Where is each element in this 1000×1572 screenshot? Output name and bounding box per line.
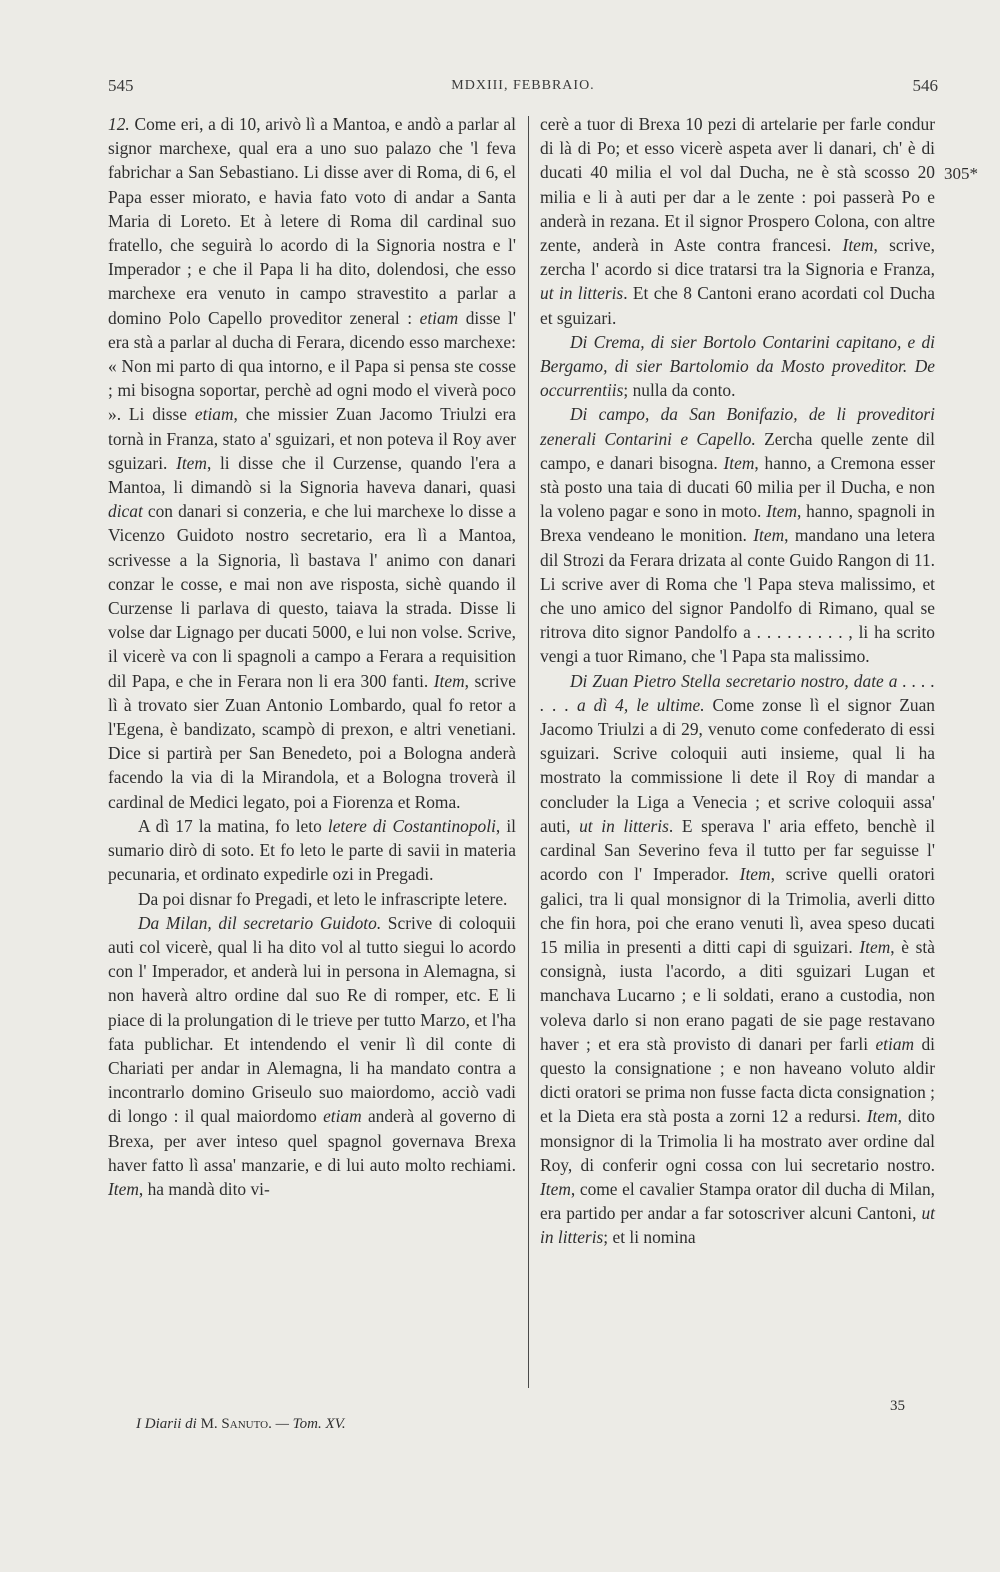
- paragraph: [108, 887, 516, 911]
- italic-text: Di campo, da San Bonifazio, de li proveditori zenerali Contarini e Capello.: [540, 404, 935, 449]
- paragraph: [108, 911, 516, 1201]
- text-run: , ha mandà dito vi-: [138, 1178, 270, 1199]
- italic-text: dicat: [108, 501, 143, 522]
- italic-text: Item: [540, 1178, 571, 1199]
- running-header: [108, 76, 938, 106]
- text-run: cerè a tuor di Brexa 10 pezi di artelarie per farle condur di là di Po; et esso vicerè aspeta aver li danari, ch' è di ducati 40 milia el vol dal Ducha, ne è stà scosso 20 milia e li à auti per dar a le zente : poi passerà Po e anderà in rezana. Et il signor Prospero Colona, con altre zente, anderà in Aste contra francesi.: [540, 114, 935, 256]
- text-run: Come eri, a di 10, arivò lì a Mantoa, e andò a parlar al signor marchexe, qual era a uno suo palazo che 'l feva fabrichar a San Sebastiano. Li disse aver di Roma, di 6, el Papa esser miorato, e havia fato voto di andar a Santa Maria di Loreto. Et à letere di Roma dil cardinal suo fratello, che seguirà lo acordo di la Signoria nostra e l' Imperador ; e che il Papa li ha dito, dolendosi, che esso marchexe era venuto in campo stravestito a parlar a domino Polo Capello proveditor zeneral :: [108, 114, 516, 328]
- text-run: Scrive di coloquii auti col vicerè, qual li ha dito vol al tutto siegui lo acordo con l' Imperador, et anderà lui in persona in Alemagna, si non haverà altro ordine dal suo Re di romper, etc. E li piace di la prolungation di le trieve per tutto Marzo, et l'ha fata publichar. Et intendendo el venir lì dil conte di Chariati per andar in Alemagna, li ha mandato contra a incontrarlo domino Griseulo suo maiordomo, acciò vadi di longo : il qual maiordomo: [108, 912, 516, 1127]
- text-run: Zercha quelle zente dil campo, e danari bisogna.: [540, 428, 935, 473]
- paragraph: [540, 669, 935, 1250]
- margin-folio-number: 305*: [944, 164, 978, 183]
- text-run: anderà al governo di Brexa, per aver inteso quel spagnol governava Brexa haver fatto lì assa' manzarie, e di lui auto molto rechiami.: [108, 1106, 516, 1175]
- text-run: , scrive quelli oratori galici, tra li qual monsignor di la Trimolia, averli ditto che fin hora, poi che erano venuti lì, avea speso ducati 15 milia in presenti a ditti capi di sguizari.: [540, 864, 936, 957]
- italic-text: ut in litteris: [540, 283, 624, 304]
- text-run: , scrive, zercha l' acordo si dice tratarsi tra la Signoria e Franza,: [540, 235, 935, 280]
- footer-prefix: I Diarii di: [136, 1416, 197, 1432]
- left-page-number: 545: [108, 76, 134, 95]
- italic-text: Item: [866, 1106, 898, 1127]
- text-run: , dito monsignor di la Trimolia li ha mostrato aver ordine dal Roy, di conferir ogni cossa con lui secretario nostro.: [540, 1106, 935, 1175]
- text-run: , scrive lì à trovato sier Zuan Antonio Lombardo, qual fo retor a l'Egena, è bandizato, scampò di prexon, e altri venetiani. Dice si partirà per San Benedeto, poi a Bologna anderà facendo la via di la Mirandola, et a Bologna troverà il cardinal de Medici legato, poi a Fiorenza et Roma.: [108, 670, 516, 812]
- italic-text: Item: [739, 864, 771, 885]
- text-run: , li disse che il Curzense, quando l'era a Mantoa, li dimandò si la Signoria haveva danari, quasi: [108, 452, 516, 498]
- column-rule: [528, 116, 529, 1388]
- italic-text: letere di Costantinopoli: [327, 815, 496, 836]
- paragraph: [540, 330, 935, 403]
- italic-text: Item: [753, 525, 785, 546]
- italic-text: Di Zuan Pietro Stella secretario nostro, date a . . . . . . . a dì 4, le ultime.: [540, 670, 935, 715]
- text-run: , il sumario dirò di soto. Et fo leto le parte di savii in materia pecunaria, et ordinato expedirle ozi in Pregadi.: [108, 815, 516, 885]
- italic-text: ut in litteris: [540, 1203, 935, 1248]
- italic-text: etiam: [323, 1106, 362, 1127]
- italic-text: etiam: [875, 1033, 915, 1054]
- text-run: , che missier Zuan Jacomo Triulzi era tornà in Franza, stato a' sguizari, et non poteva il Roy aver sguizari.: [108, 404, 516, 473]
- italic-text: Item: [842, 235, 874, 256]
- right-column: [540, 112, 935, 1250]
- italic-text: Item: [766, 501, 798, 522]
- text-run: Da poi disnar fo Pregadi, et leto le infrascripte letere.: [138, 888, 508, 909]
- text-run: Come zonse lì el signor Zuan Jacomo Triulzi a di 29, venuto come confederato di essi sguizari. Scrive coloquii auti insieme, qual li ha mostrato la commissione li dete il Roy di mandar a concluder la Liga a Venecia ; et scrive coloquii assa' auti,: [540, 694, 935, 836]
- text-run: ; nulla da conto.: [623, 380, 736, 401]
- italic-text: Item: [859, 936, 891, 957]
- italic-text: Item: [433, 670, 465, 691]
- italic-text: etiam: [419, 307, 459, 328]
- footer-author: M. Sanuto.: [200, 1416, 272, 1432]
- text-run: , è stà consignà, iusta l'acordo, a diti sguizari Lugan et manchava Lucarno ; e li soldati, erano a custodia, non voleva darlo si non erano pagati de sie page restavano haver ; et era stà provisto di danari per farli: [540, 936, 935, 1054]
- footer-volume: — Tom. XV.: [275, 1416, 346, 1432]
- text-run: di questo la consignatione ; e non haveano voluto aldir dicti oratori se prima non fusse facta dicta consignation ; et la Dieta era stà posta a zorni 12 a redursi.: [540, 1033, 935, 1127]
- text-run: , hanno, spagnoli in Brexa vendeano le monition.: [540, 501, 935, 546]
- running-title: MDXIII, FEBBRAIO.: [451, 78, 595, 93]
- text-run: ; et li nomina: [603, 1227, 696, 1248]
- text-run: , mandano una letera dil Strozi da Ferara drizata al conte Guido Rangon di 11. Li scrive aver di Roma che 'l Papa steva malissimo, et che uno amico del signor Pandolfo di Rimano, qual se ritrova dito signor Pandolfo a . . . . . . . . . , li ha scrito vengi a tuor Rimano, che 'l Papa sta malissimo.: [540, 525, 936, 667]
- right-page-number: 546: [912, 76, 938, 95]
- signature-mark: 35: [890, 1398, 905, 1414]
- left-column: [108, 112, 516, 1201]
- italic-text: ut in litteris: [579, 815, 669, 836]
- text-run: , hanno, a Cremona esser stà posto una taia di ducati 60 milia per il Ducha, e non la voleno pagar e sono in moto.: [540, 452, 935, 522]
- italic-text: 12.: [108, 114, 130, 134]
- text-run: A dì 17 la matina, fo leto: [138, 815, 328, 836]
- footer-title: [136, 1416, 346, 1433]
- text-run: disse l' era stà a parlar al ducha di Ferara, dicendo esso marchexe: « Non mi parto di qua intorno, e il Papa si pensa ste cosse ; mi bisogna soportar, perchè ad ogni modo el viverà poco ». Li disse: [108, 307, 516, 425]
- italic-text: Di Crema, di sier Bortolo Contarini capitano, e di Bergamo, di sier Bartolomio da Mosto proveditor. De occurrentiis: [540, 331, 935, 401]
- italic-text: etiam: [194, 404, 234, 425]
- paragraph: [540, 112, 935, 330]
- italic-text: Item: [108, 1178, 139, 1199]
- text-run: , come el cavalier Stampa orator dil ducha di Milan, era partido per andar a far sotoscriver alcuni Cantoni,: [540, 1178, 935, 1224]
- text-run: . Et che 8 Cantoni erano acordati col Ducha et sguizari.: [540, 283, 935, 328]
- italic-text: Item: [723, 452, 755, 473]
- paragraph: [108, 112, 516, 814]
- italic-text: Item: [176, 452, 207, 473]
- paragraph: [540, 402, 935, 668]
- italic-text: Da Milan, dil secretario Guidoto.: [138, 912, 382, 933]
- text-run: . E sperava l' aria effeto, benchè il cardinal San Severino feva il tutto per far seguisse l' acordo con l' Imperador.: [540, 815, 935, 885]
- text-run: con danari si conzeria, e che lui marchexe lo disse a Vicenzo Guidoto nostro secretario, era lì a Mantoa, scrivesse a la Signoria, lì bastava l' animo con danari conzar le cosse, e mai non ave risposta, sichè quando il Curzense li parlava di questo, taiava la strada. Disse li volse dar Lignago per ducati 5000, e lui non volse. Scrive, il vicerè va con li spagnoli a campo a Ferara a requisition dil Papa, e che in Ferara non li era 300 fanti.: [108, 501, 516, 691]
- paragraph: [108, 814, 516, 887]
